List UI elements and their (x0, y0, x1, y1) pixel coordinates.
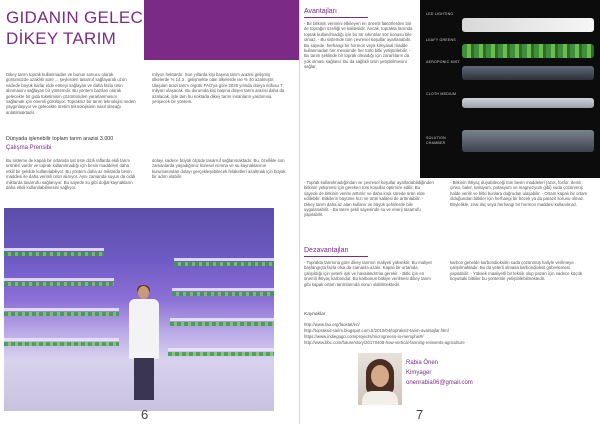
author-email[interactable]: onenrabia06@gmail.com (406, 380, 473, 386)
disadvantages-rule (304, 256, 368, 257)
aeroponic-diagram (420, 0, 600, 178)
label-led-lighting: LED LIGHTING (426, 12, 454, 16)
sources-title: Kaynaklar (304, 312, 326, 317)
author-name: Rabia Önen (406, 360, 439, 366)
population-line: Dünyada işlenebilir toplam tarım arazisi 3.000 (6, 136, 114, 142)
author-avatar (358, 353, 402, 405)
section-title-advantages: Avantajları (304, 8, 337, 15)
source-link[interactable]: https://www.indiegogo.com/projects/microgreens-in-memphis#/ (304, 334, 424, 339)
article-title-line1: GIDANIN GELECEĞİ (6, 8, 174, 27)
advantages-rule (304, 17, 368, 18)
section-title-disadvantages: Dezavantajları (304, 247, 349, 254)
intro-column-1: Dikey tarım toprak kullanmadan ve bunun sonucu olarak günümüzde uzaklık/ süre ... şeylerden tasarruf sağlayarak uzun vadede büyük karlar elde etmeyi sağlayan ve daha fazla ürün alınmasını sağlayan bir yöntemdir. Bu yöntem bazıları olarak gelecekte bir gıda tüketiminin çözümünden yararlanmasını sağlamak için önemli görülüyor. Topraksız bir tarım teknolojisi neden yaygınlaşıyor ve gelecekte üretim teknolojisinin nasıl olacağı anlatılmaktadır. (6, 72, 136, 115)
disadvantages-text-2: karbon genelde karbondioksitin suda çözünmüş haliyle verilmeye çalışılmaktadır. Bu da yeterli olmasa karbondioksit gübrelemesi yapılabilir. - Yüksek maaliyetli bir teknik olup pazarı için sadece küçük boyuttaki bitkiler bu yöntemle yetiştirilebilmektedir. (450, 260, 582, 282)
label-aeroponic-mist: AEROPONIC MIST (426, 60, 460, 64)
vertical-farm-photo (4, 208, 274, 411)
page-number-right: 7 (416, 407, 424, 422)
advantages-text-3: - Bitkinin ihtiyaç duyabileceği tüm besin maddeleri (azot, fosfor, demir, çinko, bakır, kalsiyum, potasyum ve magnezyum gibi) suda çözünmüş halde verilir ve bitki bunlara doğrudan ulaşabilir. - Ortam kapalı bir ortam olduğundan bitkiler için herhangi bir böcek ya da parazit sorunu olmaz. Böylelikle, zirai ilaç veya herhangi bir hormon maddesi kullanılmaz. (450, 180, 588, 207)
body-column-1: Bu sisteme de kapalı bir ortamda üst üste dizili raflarda ekili tarım ürünleri vardır ve toprak kullanılmadığı için besin maddeleri daha etkili bir şekilde kullanılabiliyor. Bu yöntem daha az miktarda besin maddesi ile daha verimli ürün alınıyor. Aynı zamanda suyun da ciddi miktarda tasarrufu sağlanıyor. Bu sayede su gibi doğal kaynakların daha etkili kullanılabilmesini sağlıyor. (6, 158, 136, 191)
author-role: Kimyager (406, 370, 432, 376)
article-title-line2: DİKEY TARIM (6, 29, 117, 48)
source-link[interactable]: http://www.fao.org/faostat/en/ (304, 322, 360, 327)
advantages-text-2: - Toprak kullanılmadığından ve çevresel koşullar ayarlanabildiğinden bitkinin yetişmesi için gereken tüm koşullar optimize edilir. Bu sayede de bitkinin verimi arttırılır ve daha kısa sürede ürün elde edilebilir. Bitkilerin büyüme hızı ve ürün kalitesi de arttırılabilir. - Dikey tarım daha az alan kullanır ve büyük şehirlerde bile uygulanabilir. - Bu tarım şekli sayesinde su ve enerji tasarrufu yapılabilir. (304, 180, 434, 218)
sources-list (304, 322, 594, 346)
source-link[interactable]: http://topraksiz-tarim.blogspot.com.tr/2010/04/topraksiz-tarim-avantajlar.html (304, 328, 449, 333)
label-cloth-medium: CLOTH MEDIUM (426, 92, 457, 96)
source-link[interactable]: http://www.bbc.com/future/story/20170405-how-vertical-farming-reinvents-agriculture (304, 340, 465, 345)
body-column-2: dolayı sadece büyük ölçüde tasarruf sağlanmaktadır. Bu, özellikle son zamanlarda yaşadığımız küresel ısınma ve su kaynaklarının kurumasından dolayı gerçekleşebilecek felaketleri azaltmak için büyük bir adım olabilir. (152, 158, 286, 180)
label-leafy-greens: LEAFY GREENS (426, 38, 456, 42)
label-solution-chamber: SOLUTION CHAMBER (426, 136, 446, 145)
section-title-principle: Çalışma Prensibi (6, 145, 52, 151)
advantages-text-1: - Bir bitkinin verimini etkileyen en önemli faktörlerden biri de toprağın özelliği ve kalitesidir. Ancak, toprakta tarımda toprak kullanılmadığı için bu tür sıkıntılar söz konusu bile olmaz. - Bu sistemde tüm çevresel koşullar ayarlanabilir. Bu sayede, herhangi bir hormon veya kimyasal madde kullanmadan her mevsimde her türlü bitki yetiştirilebilir. - Bu tarım şeklinde bir toprak olmadığı için zararlıların da yok olması sağlanır. Bu da sağlıklı ürün yetiştirilmesini sağlar. (304, 21, 413, 70)
page-number-left: 6 (141, 407, 149, 422)
disadvantages-text-1: - Toprakta tarımına göre dikey tarımın maliyeti yüksektir. Bu maliyet başlangıçta fazla olsa da zamanla azalır. Kapalı bir ortamda çalışıldığı için yeterli ışık ve havalandırma gerekir. - Bitki için en önemli ihtiyaç karbondur. Bu karbonun bitkiye verilmesi dikey tarım gibi kapalı ortam tarımlarında sorun olabilmektedir. (304, 260, 432, 287)
intro-column-2: milyon hektardır. Son yıllarda kişi başına tarım arazisi gelişmiş ülkelerde % 14,3 , gelişmekte olan ülkelerde ise % 40 azalmıştır. Ulaşılan arazi tarım örgütü FAO'ya göre 2030 yılında dünya nüfusu 7 milyarı ulaşacak. Bu durumda kişi başına düşen tarım arazisi daha da azalacak. İşte tam bu noktada dikey tarım insanların yardımına yetişecek bir yöntem. (152, 72, 285, 105)
right-page (300, 0, 600, 424)
scientist-figure (124, 286, 164, 404)
